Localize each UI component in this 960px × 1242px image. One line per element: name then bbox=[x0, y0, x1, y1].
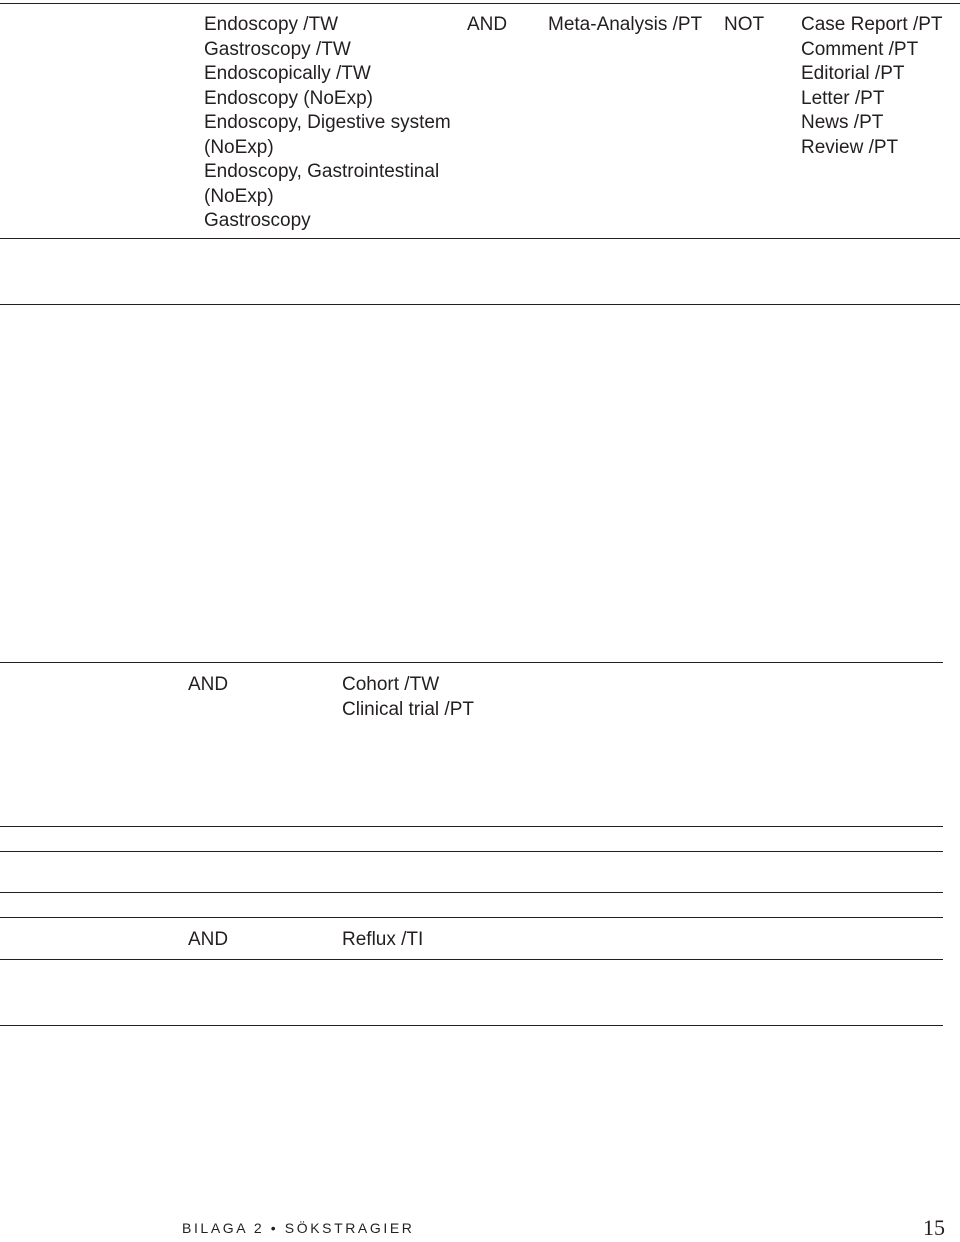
table-rule bbox=[0, 917, 943, 918]
table-rule-top bbox=[0, 3, 960, 4]
table-rule bbox=[0, 892, 943, 893]
search-term: Endoscopy, Gastrointestinal bbox=[204, 161, 440, 182]
table-rule bbox=[0, 959, 943, 960]
operator-not: NOT bbox=[724, 14, 765, 35]
search-term: (NoExp) bbox=[204, 185, 274, 207]
search-term: Endoscopy, Digestive system bbox=[204, 112, 451, 133]
page-number: 15 bbox=[923, 1215, 945, 1240]
table-rule bbox=[0, 304, 960, 305]
search-term: Reflux /TI bbox=[342, 929, 424, 950]
not-term: Editorial /PT bbox=[801, 63, 905, 84]
search-term: Gastroscopy /TW bbox=[204, 38, 351, 60]
table-rule bbox=[0, 238, 960, 239]
search-term: Gastroscopy bbox=[204, 210, 311, 231]
search-term: Endoscopically /TW bbox=[204, 63, 371, 84]
not-term: Review /PT bbox=[801, 136, 899, 158]
not-terms-column bbox=[801, 13, 943, 160]
table-rule bbox=[0, 826, 943, 827]
not-term: Letter /PT bbox=[801, 87, 885, 109]
and-term: Meta-Analysis /PT bbox=[548, 14, 703, 35]
search-term: Endoscopy /TW bbox=[204, 14, 339, 35]
search-terms-column bbox=[204, 13, 451, 234]
operator-and: AND bbox=[467, 14, 508, 35]
table-rule bbox=[0, 662, 943, 663]
search-term: Endoscopy (NoExp) bbox=[204, 87, 373, 109]
search-term: Clinical trial /PT bbox=[342, 698, 474, 720]
search-terms-column bbox=[342, 673, 474, 722]
not-term: News /PT bbox=[801, 112, 884, 133]
not-term: Comment /PT bbox=[801, 38, 919, 60]
table-rule bbox=[0, 1025, 943, 1026]
operator-and: AND bbox=[188, 674, 229, 695]
table-rule bbox=[0, 851, 943, 852]
operator-and: AND bbox=[188, 929, 229, 950]
search-term: (NoExp) bbox=[204, 136, 274, 158]
footer-label: BILAGA 2 • SÖKSTRAGIER bbox=[182, 1220, 415, 1236]
search-term: Cohort /TW bbox=[342, 674, 440, 695]
not-term: Case Report /PT bbox=[801, 14, 943, 35]
